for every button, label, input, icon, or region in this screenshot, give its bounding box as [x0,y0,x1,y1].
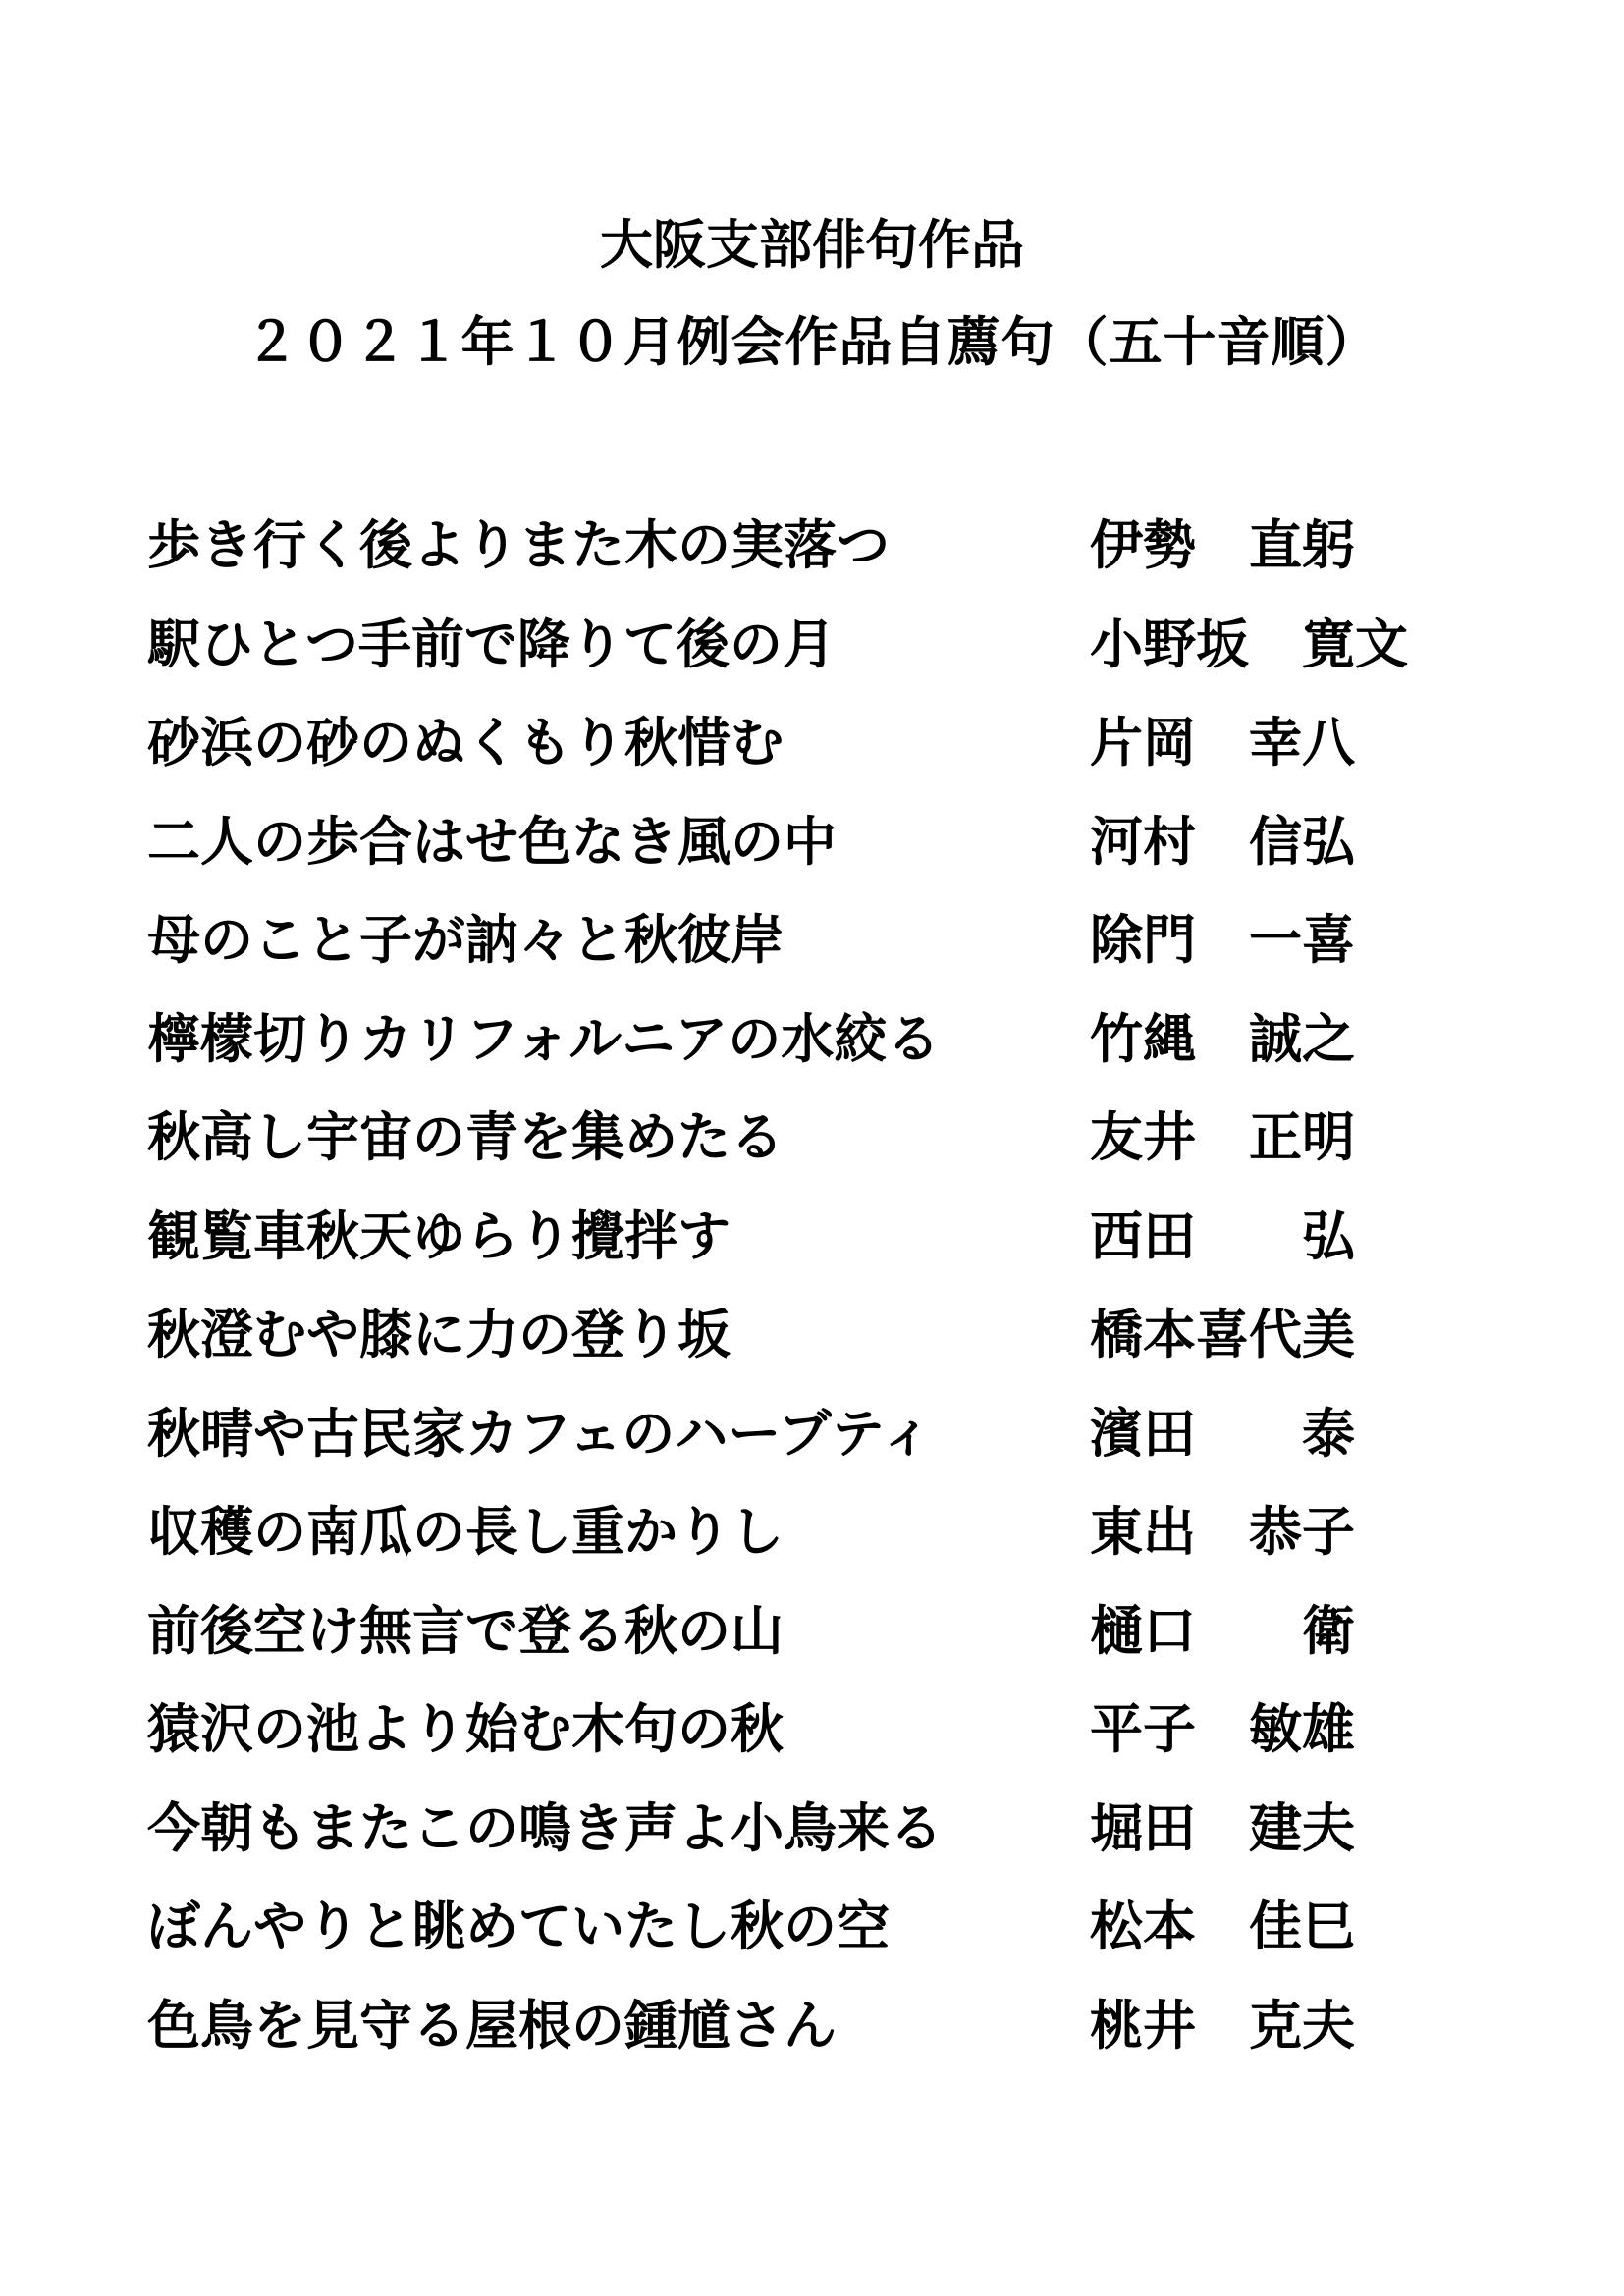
haiku-text: 母のこと子が訥々と秋彼岸 [147,908,784,971]
haiku-row [147,1497,1502,1596]
haiku-text: 今朝もまたこの鳴き声よ小鳥来る [147,1795,943,1859]
haiku-text: 檸檬切りカリフォルニアの水絞る [147,1006,941,1070]
haiku-author: 竹縄 誠之 [1090,1006,1355,1070]
haiku-author: 除門 一喜 [1090,908,1355,971]
haiku-author: 松本 佳巳 [1090,1895,1355,1957]
haiku-text: 秋高し宇宙の青を集めたる [147,1105,784,1168]
haiku-text: 前後空け無言で登る秋の山 [147,1598,784,1662]
haiku-row [147,1793,1502,1893]
haiku-author: 西田 弘 [1090,1203,1355,1267]
haiku-list [147,510,1502,2089]
haiku-text: 駅ひとつ手前で降りて後の月 [147,612,836,675]
haiku-author: 濱田 泰 [1090,1401,1355,1465]
haiku-text: 二人の歩合はせ色なき風の中 [147,809,837,873]
document-subtitle: ２０２１年１０月例会作品自薦句（五十音順） [244,310,1380,373]
document-title: 大阪支部俳句作品 [600,213,1024,276]
haiku-text: 猿沢の池より始む木句の秋 [147,1697,784,1760]
haiku-row [147,1102,1502,1201]
haiku-text: 秋晴や古民家カフェのハーブティ [147,1401,934,1465]
haiku-author: 堀田 建夫 [1090,1795,1355,1859]
haiku-author: 片岡 幸八 [1090,711,1355,774]
haiku-text: 収穫の南瓜の長し重かりし [147,1500,784,1563]
haiku-row [147,1004,1502,1103]
haiku-author: 樋口 衛 [1090,1598,1355,1662]
haiku-author: 伊勢 直躬 [1090,513,1355,576]
haiku-author: 平子 敏雄 [1090,1697,1355,1760]
haiku-text: 観覧車秋天ゆらり攪拌す [147,1203,731,1267]
haiku-row [147,905,1502,1004]
haiku-row [147,1201,1502,1301]
haiku-author: 桃井 克夫 [1090,1993,1355,2056]
haiku-text: 色鳥を見守る屋根の鍾馗さん [147,1993,837,2056]
haiku-row [147,510,1502,610]
haiku-text: 砂浜の砂のぬくもり秋惜む [147,711,784,774]
haiku-row [147,1991,1502,2090]
haiku-text: 秋澄むや膝に力の登り坂 [147,1303,731,1365]
haiku-author: 友井 正明 [1090,1105,1355,1168]
haiku-text: ぼんやりと眺めていたし秋の空 [147,1895,890,1957]
haiku-row [147,1694,1502,1793]
haiku-row [147,1300,1502,1399]
haiku-row [147,1399,1502,1498]
haiku-author: 小野坂 寛文 [1090,612,1408,675]
haiku-text: 歩き行く後よりまた木の実落つ [147,513,890,576]
haiku-row [147,1596,1502,1695]
haiku-author: 東出 恭子 [1090,1500,1355,1563]
haiku-author: 河村 信弘 [1090,809,1355,873]
haiku-author: 橋本喜代美 [1090,1303,1355,1365]
haiku-row [147,610,1502,709]
haiku-row [147,1892,1502,1991]
haiku-row [147,807,1502,906]
haiku-row [147,708,1502,807]
